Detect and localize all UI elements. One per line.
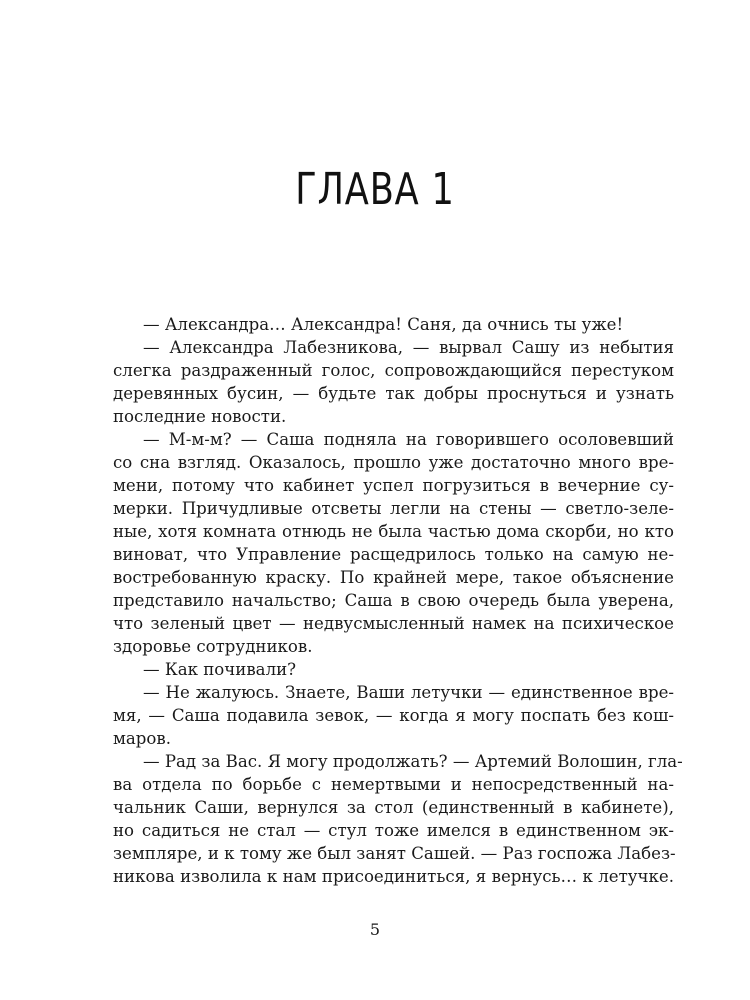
page-number: 5 [369,920,381,939]
text-line: со сна взгляд. Оказалось, прошло уже достаточно много вре- [113,453,674,472]
text-line: ва отдела по борьбе с немертвыми и непосредственный на- [113,775,674,794]
text-line: земпляре, и к тому же был занят Сашей. — Раз госпожа Лабез- [113,844,676,863]
text-line: виноват, что Управление расщедрилось только на самую не- [113,545,674,564]
text-line: чальник Саши, вернулся за стол (единственный в кабинете), [113,798,674,817]
text-line: здоровье сотрудников. [113,637,313,656]
text-line: мя, — Саша подавила зевок, — когда я могу поспать без кош- [113,706,674,725]
text-line: что зеленый цвет — недвусмысленный намек на психическое [113,614,674,633]
text-line: ные, хотя комната отнюдь не была частью дома скорби, но кто [113,522,674,541]
text-line: маров. [113,729,172,748]
chapter-title: ГЛАВА 1 [295,164,455,215]
text-line: — Александра Лабезникова, — вырвал Сашу из небытия [143,338,674,357]
chapter-body-text [113,313,683,888]
text-line: — М-м-м? — Саша подняла на говорившего осоловевший [143,430,674,449]
text-line: — Александра… Александра! Саня, да очнись ты уже! [143,315,624,334]
text-line: никова изволила к нам присоединиться, я вернусь… к летучке. [113,867,674,886]
text-line: но садиться не стал — стул тоже имелся в единственном эк- [113,821,674,840]
text-line: представило начальство; Саша в свою очередь была уверена, [113,591,674,610]
text-line: мени, потому что кабинет успел погрузиться в вечерние су- [113,476,674,495]
text-line: последние новости. [113,407,287,426]
text-line: — Как почивали? [143,660,297,679]
text-line: мерки. Причудливые отсветы легли на стены — светло-зеле- [113,499,674,518]
text-line: слегка раздраженный голос, сопровождающийся перестуком [113,361,674,380]
text-line: — Не жалуюсь. Знаете, Ваши летучки — единственное вре- [143,683,674,702]
text-line: востребованную краску. По крайней мере, такое объяснение [113,568,674,587]
text-line: — Рад за Вас. Я могу продолжать? — Артемий Волошин, гла- [143,752,683,771]
text-line: деревянных бусин, — будьте так добры проснуться и узнать [113,384,674,403]
